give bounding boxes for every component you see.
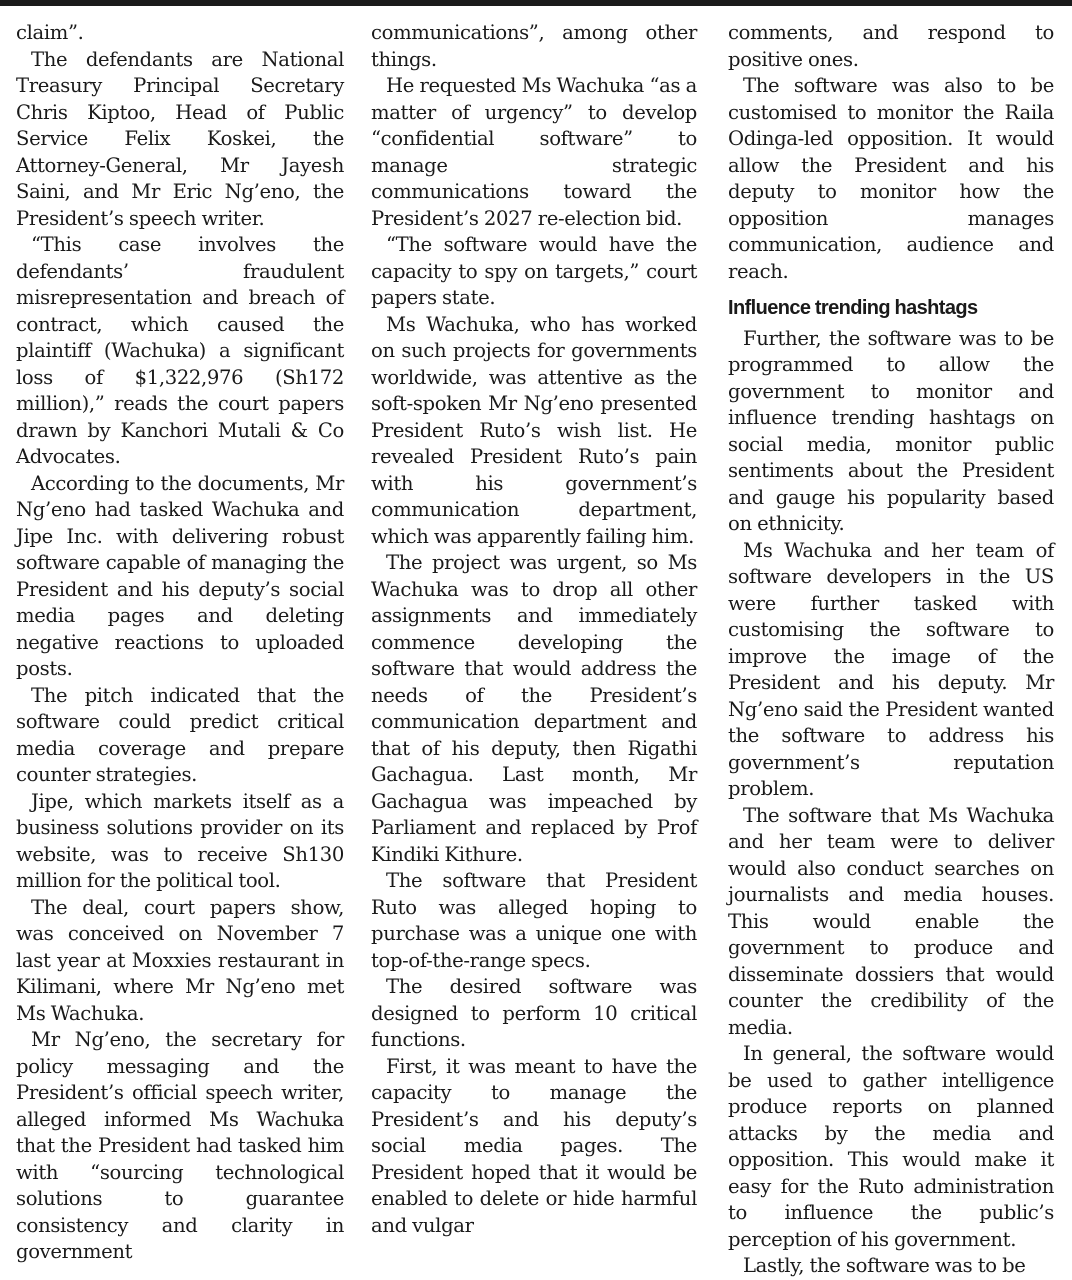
- paragraph: The project was urgent, so Ms Wachuka was to drop all other assignments and immediately commence developing the software that would address the needs of the President’s communication department and that of his deputy, then Rigathi Gachagua. Last month, Mr Gachagua was impeached by Parliament and replaced by Prof Kindiki Kithure.: [371, 551, 697, 866]
- paragraph: The software that Ms Wachuka and her team were to deliver would also conduct searches on journalists and media houses. This would enable the government to produce and disseminate dossiers that would counter the credibility of the media.: [728, 803, 1054, 1039]
- paragraph: First, it was meant to have the capacity to manage the President’s and his deputy’s social media pages. The President hoped that it would be enabled to delete or hide harmful and vulgar: [371, 1054, 697, 1237]
- paragraph: The software was also to be customised to monitor the Raila Odinga-led opposition. It would allow the President and his deputy to monitor how the opposition manages communication, audience and reach.: [728, 74, 1054, 283]
- paragraph: He requested Ms Wachuka “as a matter of urgency” to develop “confidential software” to manage strategic communications toward the President’s 2027 re-election bid.: [371, 74, 697, 230]
- paragraph: According to the documents, Mr Ng’eno had tasked Wachuka and Jipe Inc. with delivering robust software capable of managing the President and his deputy’s social media pages and deleting negative reactions to uploaded posts.: [16, 471, 344, 680]
- paragraph: claim”.: [16, 21, 84, 44]
- paragraph: “The software would have the capacity to spy on targets,” court papers state.: [371, 233, 697, 309]
- subheading: Influence trending hashtags: [728, 297, 978, 319]
- paragraph: The desired software was designed to perform 10 critical functions.: [371, 975, 697, 1051]
- paragraph: Further, the software was to be programmed to allow the government to monitor and influence trending hashtags on social media, monitor public sentiments about the President and gauge his popularity based on ethnicity.: [728, 326, 1054, 535]
- paragraph: Ms Wachuka, who has worked on such projects for governments worldwide, was attentive as the soft-spoken Mr Ng’eno presented President Ruto’s wish list. He revealed President Ruto’s pain with his government’s communication department, which was apparently failing him.: [371, 312, 697, 548]
- paragraph: Ms Wachuka and her team of software developers in the US were further tasked with customising the software to improve the image of the President and his deputy. Mr Ng’eno said the President wanted the software to address his government’s reputation problem.: [728, 538, 1054, 800]
- paragraph: The software that President Ruto was alleged hoping to purchase was a unique one with top-of-the-range specs.: [371, 869, 697, 972]
- paragraph: communications”, among other things.: [371, 21, 697, 71]
- paragraph: The deal, court papers show, was conceived on November 7 last year at Moxxies restaurant in Kilimani, where Mr Ng’eno met Ms Wachuka.: [16, 895, 344, 1025]
- paragraph: Lastly, the software was to be: [743, 1254, 1026, 1277]
- paragraph: “This case involves the defendants’ fraudulent misrepresentation and breach of contract, which caused the plaintiff (Wachuka) a significant loss of $1,322,976 (Sh172 million),” reads the court papers drawn by Kanchori Mutali & Co Advocates.: [16, 233, 344, 468]
- paragraph: In general, the software would be used to gather intelligence produce reports on planned attacks by the media and opposition. This would make it easy for the Ruto administration to influence the public’s perception of his government.: [728, 1042, 1054, 1251]
- article-column-3: [728, 20, 1054, 1280]
- paragraph: The defendants are National Treasury Principal Secretary Chris Kiptoo, Head of Public Service Felix Koskei, the Attorney-General, Mr Jayesh Saini, and Mr Eric Ng’eno, the President’s speech writer.: [16, 47, 344, 230]
- article-column-2: [371, 20, 697, 1239]
- article-column-1: [16, 20, 344, 1266]
- paragraph: Jipe, which markets itself as a business solutions provider on its website, was to receive Sh130 million for the political tool.: [16, 789, 344, 892]
- paragraph: comments, and respond to positive ones.: [728, 21, 1054, 71]
- top-rule: [0, 0, 1072, 6]
- paragraph: The pitch indicated that the software could predict critical media coverage and prepare counter strategies.: [16, 683, 344, 786]
- paragraph: Mr Ng’eno, the secretary for policy messaging and the President’s official speech writer, alleged informed Ms Wachuka that the President had tasked him with “sourcing technological solutions to guarantee consistency and clarity in government: [16, 1028, 344, 1263]
